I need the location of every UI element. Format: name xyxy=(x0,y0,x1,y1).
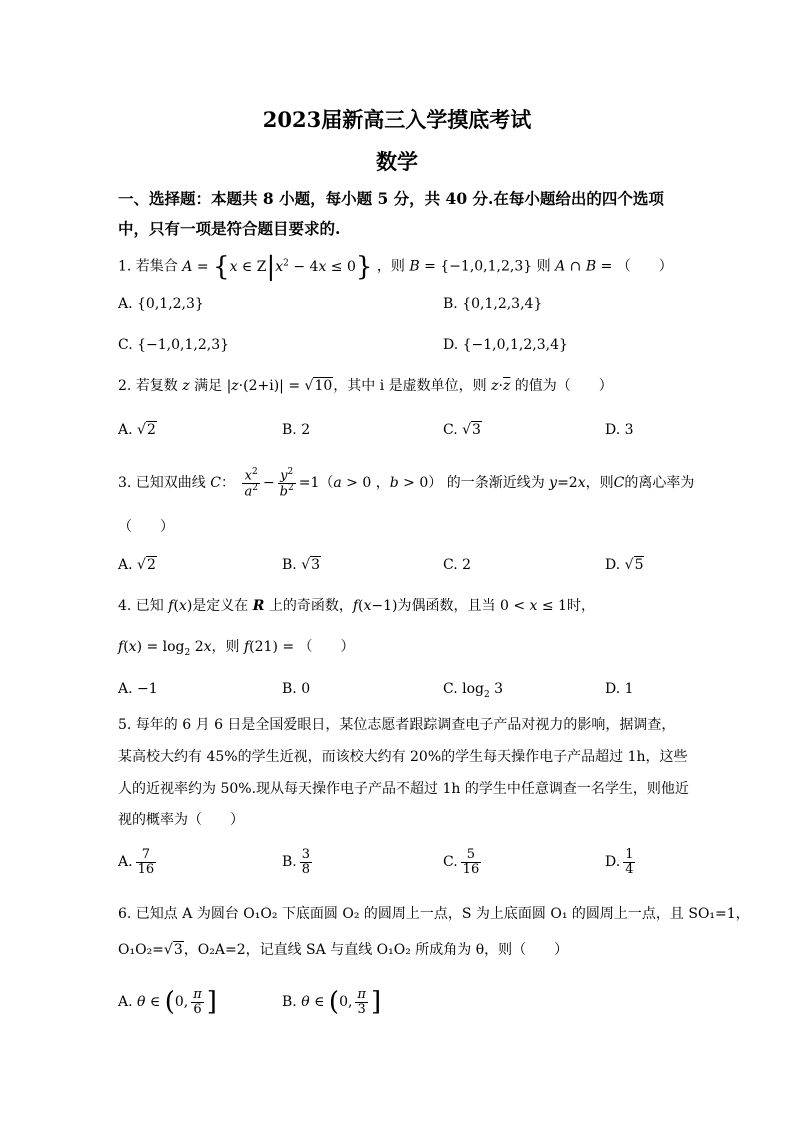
q1-option-a: A. {0,1,2,3} xyxy=(118,296,204,312)
q4-option-c: C. $\log_2 3$ xyxy=(443,681,504,700)
q3-option-a: A. √2 xyxy=(118,557,156,573)
q3-option-d: D. √5 xyxy=(605,557,644,573)
q1-option-d: D. {−1,0,1,2,3,4} xyxy=(443,337,568,353)
question-4-stem: 4. 已知 f(x)是定义在 R 上的奇函数，f(x−1)为偶函数，且当 0 < x ≤ 1时， xyxy=(118,598,595,614)
question-5-line-1: 5. 每年的 6 月 6 日是全国爱眼日，某位志愿者跟踪调查电子产品对视力的影响，据调查， xyxy=(118,717,676,733)
question-6-line-2: O₁O₂=√3，O₂A=2，记直线 SA 与直线 O₁O₂ 所成角为 θ，则（ ） xyxy=(118,942,569,958)
question-5-line-3: 人的近视率约为 50%.现从每天操作电子产品不超过 1h 的学生中任意调查一名学生，则他近 xyxy=(118,781,689,797)
q5-option-c: C. $\frac{5}{16}$ xyxy=(443,847,480,877)
question-3-stem: 3. 已知双曲线 C： $\frac{x^2}{a^2}$ − $\frac{y^2}{b^2}$ =1（a > 0 ，b > 0） 的一条渐近线为 y=2x，则C的离心率为 xyxy=(118,466,695,499)
q6-option-a: A. θ ∈ (0, $\frac{\pi}{6}$ ] xyxy=(118,987,217,1018)
question-3-paren: （ ） xyxy=(118,519,174,535)
q6-option-b: B. θ ∈ (0, $\frac{\pi}{3}$ ] xyxy=(282,987,382,1018)
q3-option-b: B. √3 xyxy=(282,557,321,573)
section-heading: 一、选择题：本题共 8 小题，每小题 5 分，共 40 分.在每小题给出的四个选项中，只有一项是符合题目要求的. xyxy=(118,189,664,238)
question-5-line-4: 视的概率为（ ） xyxy=(118,812,244,828)
modulus-expression: |z·(2+i)| = √10 xyxy=(226,378,333,394)
q1-option-c: C. {−1,0,1,2,3} xyxy=(118,337,230,353)
q2-option-a: A. √2 xyxy=(118,422,156,438)
q4-option-a: A. −1 xyxy=(118,681,158,697)
question-5-line-2: 某高校大约有 45%的学生近视，而该校大约有 20%的学生每天操作电子产品超过 1h，这些 xyxy=(118,749,688,765)
q5-option-a: A. $\frac{7}{16}$ xyxy=(118,847,155,877)
question-6-line-1: 6. 已知点 A 为圆台 O₁O₂ 下底面圆 O₂ 的圆周上一点，S 为上底面圆 O₁ 的圆周上一点，且 SO₁=1， xyxy=(118,906,750,922)
question-4-stem-2: $f(x) = \log_2 2x$，则 f(21) = （ ） xyxy=(118,639,355,658)
q3-option-c: C. 2 xyxy=(443,557,472,573)
q1-option-b: B. {0,1,2,3,4} xyxy=(443,296,543,312)
q5-option-d: D. $\frac{1}{4}$ xyxy=(605,847,634,877)
q2-option-d: D. 3 xyxy=(605,422,634,438)
set-a-expression: A = {x ∈ $Z|x^2 - 4x \le 0$} xyxy=(182,251,373,282)
q4-option-d: D. 1 xyxy=(605,681,634,697)
question-2-stem: 2. 若复数 z 满足 |z·(2+i)| = √10，其中 i 是虚数单位，则 $z\cdot\overline{z}$ 的值为（ ） xyxy=(118,378,613,394)
q2-option-c: C. √3 xyxy=(443,422,481,438)
exam-subject: 数学 xyxy=(376,149,418,174)
q5-option-b: B. $\frac{3}{8}$ xyxy=(282,847,311,877)
question-1-stem: 1. 若集合 A = {x ∈ $Z|x^2 - 4x \le 0$} ，则 B = {−1,0,1,2,3} 则 A ∩ B = （ ） xyxy=(118,251,673,282)
q2-option-b: B. 2 xyxy=(282,422,311,438)
exam-title: 2023届新高三入学摸底考试 xyxy=(262,107,532,132)
set-b-expression: B = {−1,0,1,2,3} xyxy=(409,258,533,275)
q4-option-b: B. 0 xyxy=(282,681,311,697)
